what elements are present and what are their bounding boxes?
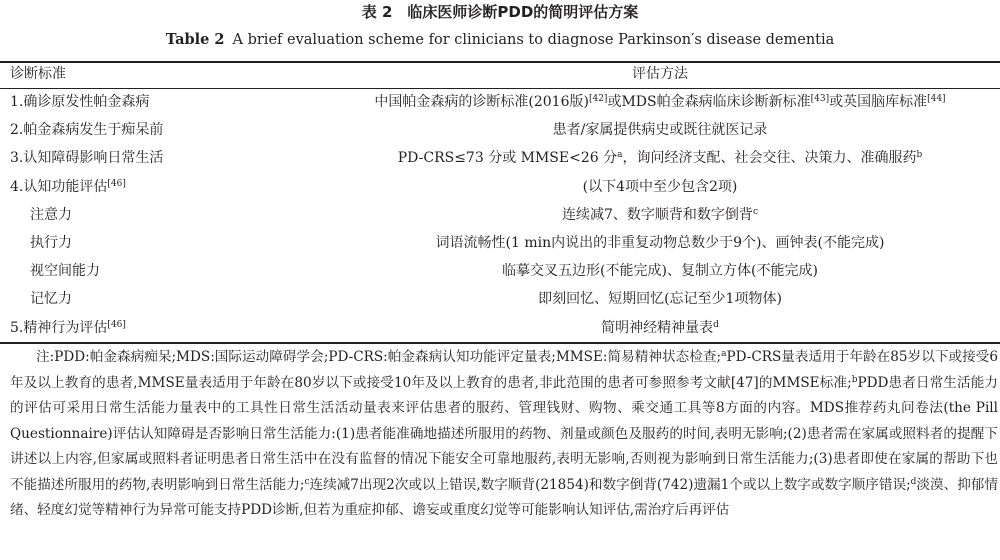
row-criteria: 注意力 <box>30 206 72 223</box>
row-method <box>320 230 1000 257</box>
footnote-mark: b <box>851 374 858 385</box>
row-criteria: 执行力 <box>30 235 72 251</box>
table-row <box>0 202 1000 229</box>
method-text: 临摹交叉五边形(不能完成)、复制立方体(不能完成) <box>502 263 818 280</box>
reference-superscript: [46] <box>107 319 126 330</box>
row-criteria: 5.精神行为评估[46] <box>10 319 126 336</box>
method-text: 连续减7、数字顺背和数字倒背 <box>562 206 753 223</box>
note-text: PD-CRS量表适用于年龄在85岁以下或接受6年及以上教育的患者,MMSE量表适用于年龄在80岁以下或接受10年及以上教育的患者,非此范围的患者可参照参考文献[47]的MMSE标准; <box>10 349 998 391</box>
table-header-row <box>0 61 1000 88</box>
table-title-en-text: A brief evaluation scheme for clinicians to diagnose Parkinson′s disease dementia <box>232 32 835 48</box>
method-text: (以下4项中至少包含2项) <box>582 178 738 195</box>
footnote-mark: [42] <box>588 94 608 104</box>
row-criteria: 记忆力 <box>30 291 72 308</box>
footnote-mark: a <box>721 349 727 359</box>
table-row <box>0 258 1000 285</box>
reference-superscript: [46] <box>107 178 126 189</box>
row-criteria: 4.认知功能评估[46] <box>10 178 126 195</box>
method-text: 患者/家属提供病史或既往就医记录 <box>552 122 768 139</box>
bottom-rule <box>0 342 1000 344</box>
table-title-zh: 表 2 临床医师诊断PDD的简明评估方案 <box>361 3 639 21</box>
table-row <box>0 286 1000 313</box>
row-method <box>320 145 1000 172</box>
header-method: 评估方法 <box>632 66 688 82</box>
table-row <box>0 174 1000 201</box>
note-text: 注:PDD:帕金森病痴呆;MDS:国际运动障碍学会;PD-CRS:帕金森病认知功能评定量表;MMSE:简易精神状态检查; <box>36 349 722 365</box>
method-text: ，询问经济支配、社会交往、决策力、准确服药 <box>622 150 917 167</box>
method-text: 中国帕金森病的诊断标准(2016版) <box>374 94 589 110</box>
table-row <box>0 117 1000 144</box>
note-text: 连续减7出现2次或以上错误,数字顺背(21854)和数字倒背(742)遗漏1个或以上数字或数字顺序错误; <box>309 476 911 493</box>
row-method <box>320 174 1000 201</box>
row-method <box>320 202 1000 229</box>
table-row <box>0 145 1000 172</box>
method-text: 词语流畅性(1 min内说出的非重复动物总数少于9个)、画钟表(不能完成) <box>435 235 885 251</box>
table-row <box>0 315 1000 342</box>
note-text: PDD患者日常生活能力的评估可采用日常生活能力量表中的工具性日常生活活动量表来评估患者的服药、管理钱财、购物、乘交通工具等8方面的内容。MDS推荐药丸问卷法(the Pill Questionnaire)评估认知障碍是否影响日常生活能力:(1)患者能准确地描述所服用的药物、剂量或颜色及服药的时间,表明无影响;(2)患者需在家属或照料者的提醒下讲述以上内容,但家属或照料者证明患者日常生活中在没有监督的情况下能安全可靠地服药,表明无影响,否则视为影响到日常生活能力;(3)患者即使在家属的帮助下也不能描述所服用的药物,表明影响到日常生活能力; <box>10 374 998 493</box>
footnote-mark: b <box>916 150 923 161</box>
row-method <box>320 258 1000 285</box>
footnote-mark: c <box>304 476 310 487</box>
row-method <box>320 117 1000 144</box>
footnote-mark: [43] <box>810 94 830 104</box>
table-note <box>10 345 998 524</box>
row-method <box>320 315 1000 342</box>
method-text: 或MDS帕金森病临床诊断新标准 <box>607 94 811 110</box>
method-text: PD-CRS≤73 分或 MMSE<26 分 <box>397 150 618 167</box>
row-method <box>320 89 1000 116</box>
row-criteria: 2.帕金森病发生于痴呆前 <box>10 122 164 139</box>
table-row <box>0 230 1000 257</box>
table-row <box>0 89 1000 116</box>
method-text: 即刻回忆、短期回忆(忘记至少1项物体) <box>538 291 782 308</box>
row-criteria: 3.认知障碍影响日常生活 <box>10 150 164 167</box>
method-text: 或英国脑库标准 <box>829 94 928 110</box>
table-label: Table 2 <box>165 31 225 48</box>
header-criteria: 诊断标准 <box>10 66 66 82</box>
row-method <box>320 286 1000 313</box>
row-criteria: 视空间能力 <box>30 263 100 280</box>
footnote-mark: d <box>713 319 719 330</box>
footnote-mark: a <box>617 150 623 161</box>
table-title-en <box>0 30 1000 50</box>
footnote-mark: d <box>910 476 917 487</box>
note-text: 淡漠、抑郁情绪、轻度幻觉等精神行为异常可能支持PDD诊断,但若为重症抑郁、谵妄或重度幻觉等可能影响认知评估,需治疗后再评估 <box>10 476 999 518</box>
footnote-mark: [44] <box>927 94 946 104</box>
method-text: 简明神经精神量表 <box>601 319 714 336</box>
footnote-mark: c <box>752 206 758 217</box>
row-criteria: 1.确诊原发性帕金森病 <box>10 94 150 110</box>
